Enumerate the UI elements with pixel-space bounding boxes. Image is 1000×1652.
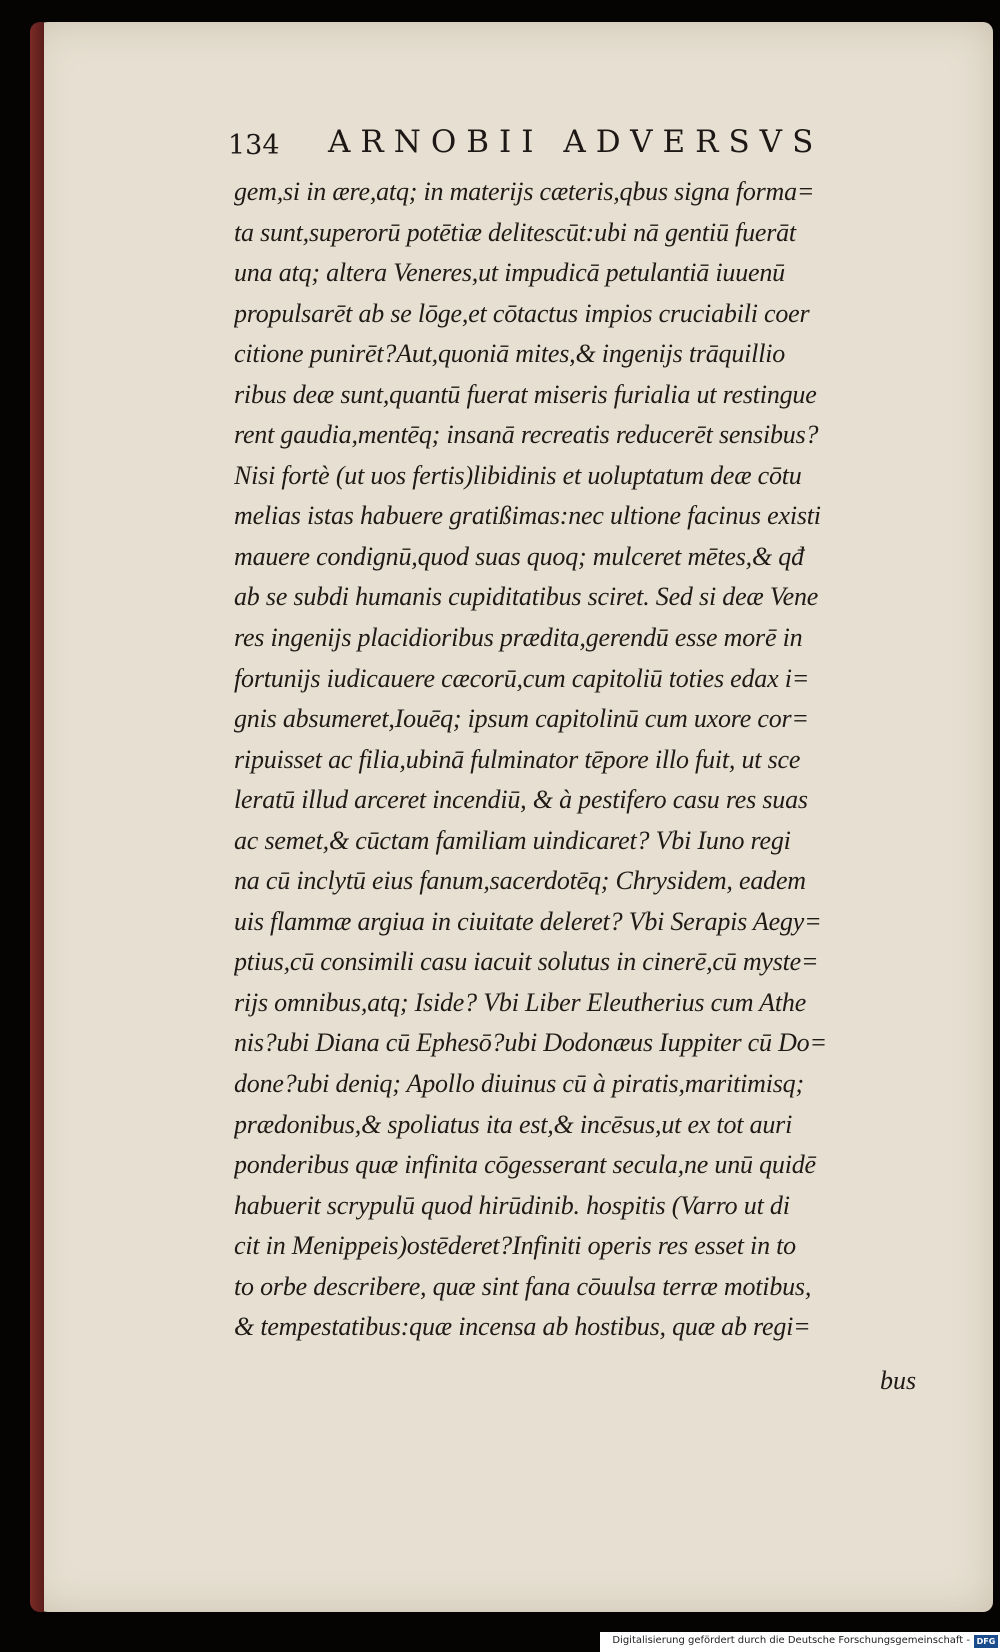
text-line: melias istas habuere gratißimas:nec ultione facinus existi: [234, 501, 821, 531]
text-line: uis flammæ argiua in ciuitate deleret? Vbi Serapis Aegy=: [234, 906, 822, 936]
text-line: na cū inclytū eius fanum,sacerdotēq; Chrysidem, eadem: [234, 866, 806, 896]
text-line: Nisi fortè (ut uos fertis)libidinis et uoluptatum deæ cōtu: [234, 460, 802, 490]
text-line: done?ubi deniq; Apollo diuinus cū à piratis,maritimisq;: [234, 1069, 804, 1099]
text-line: nis?ubi Diana cū Ephesō?ubi Dodonæus Iuppiter cū Do=: [234, 1028, 827, 1058]
running-title: ARNOBII ADVERSVS: [328, 124, 824, 160]
text-line: gnis absumeret,Iouēq; ipsum capitolinū cum uxore cor=: [234, 704, 809, 734]
catchword: bus: [880, 1366, 917, 1395]
text-line: una atq; altera Veneres,ut impudicā petulantiā iuuenū: [234, 258, 785, 288]
page-gutter: [30, 22, 44, 1612]
text-line: to orbe describere, quæ sint fana cōuulsa terræ motibus,: [234, 1271, 812, 1301]
text-line: ab se subdi humanis cupiditatibus sciret. Sed si deæ Vene: [234, 582, 819, 612]
footer-credit: Digitalisierung gefördert durch die Deutsche Forschungsgemeinschaft -: [612, 1635, 970, 1646]
text-line: rent gaudia,mentēq; insanā recreatis reducerēt sensibus?: [234, 420, 819, 450]
text-line: res ingenijs placidioribus prædita,gerendū esse morē in: [234, 623, 803, 653]
text-line: leratū illud arceret incendiū, & à pestifero casu res suas: [234, 785, 808, 815]
text-line: ripuisset ac filia,ubinā fulminator tēpore illo fuit, ut sce: [234, 744, 801, 774]
text-block: [234, 172, 938, 1348]
running-head: [228, 124, 868, 168]
dfg-logo: DFG: [974, 1635, 998, 1648]
text-line: cit in Menippeis)ostēderet?Infiniti operis res esset in to: [234, 1231, 796, 1261]
digitization-footer: [600, 1632, 1000, 1652]
text-line: prædonibus,& spoliatus ita est,& incēsus,ut ex tot auri: [234, 1109, 793, 1139]
text-line: citione punirēt?Aut,quoniā mites,& ingenijs trāquillio: [234, 339, 786, 369]
text-line: ptius,cū consimili casu iacuit solutus in cinerē,cū myste=: [234, 947, 819, 977]
text-line: gem,si in ære,atq; in materijs cæteris,qbus signa forma=: [234, 177, 815, 206]
text-line: habuerit scrypulū quod hirūdinib. hospitis (Varro ut di: [234, 1190, 790, 1220]
text-line: mauere condignū,quod suas quoq; mulceret mētes,& qđ: [234, 541, 804, 571]
text-line: ac semet,& cūctam familiam uindicaret? Vbi Iuno regi: [234, 825, 791, 855]
text-line: propulsarēt ab se lōge,et cōtactus impios cruciabili coer: [234, 298, 810, 328]
page-number: 134: [228, 130, 280, 161]
text-line: ribus deæ sunt,quantū fuerat miseris furialia ut restingue: [234, 379, 817, 409]
text-line: fortunijs iudicauere cæcorū,cum capitoliū toties edax i=: [234, 663, 810, 693]
text-line: & tempestatibus:quæ incensa ab hostibus, quæ ab regi=: [234, 1312, 811, 1342]
text-line: rijs omnibus,atq; Iside? Vbi Liber Eleutherius cum Athe: [234, 987, 807, 1017]
text-line: ta sunt,superorū potētiæ delitescūt:ubi nā gentiū fuerāt: [234, 217, 796, 247]
text-line: ponderibus quæ infinita cōgesserant secula,ne unū quidē: [234, 1150, 816, 1180]
